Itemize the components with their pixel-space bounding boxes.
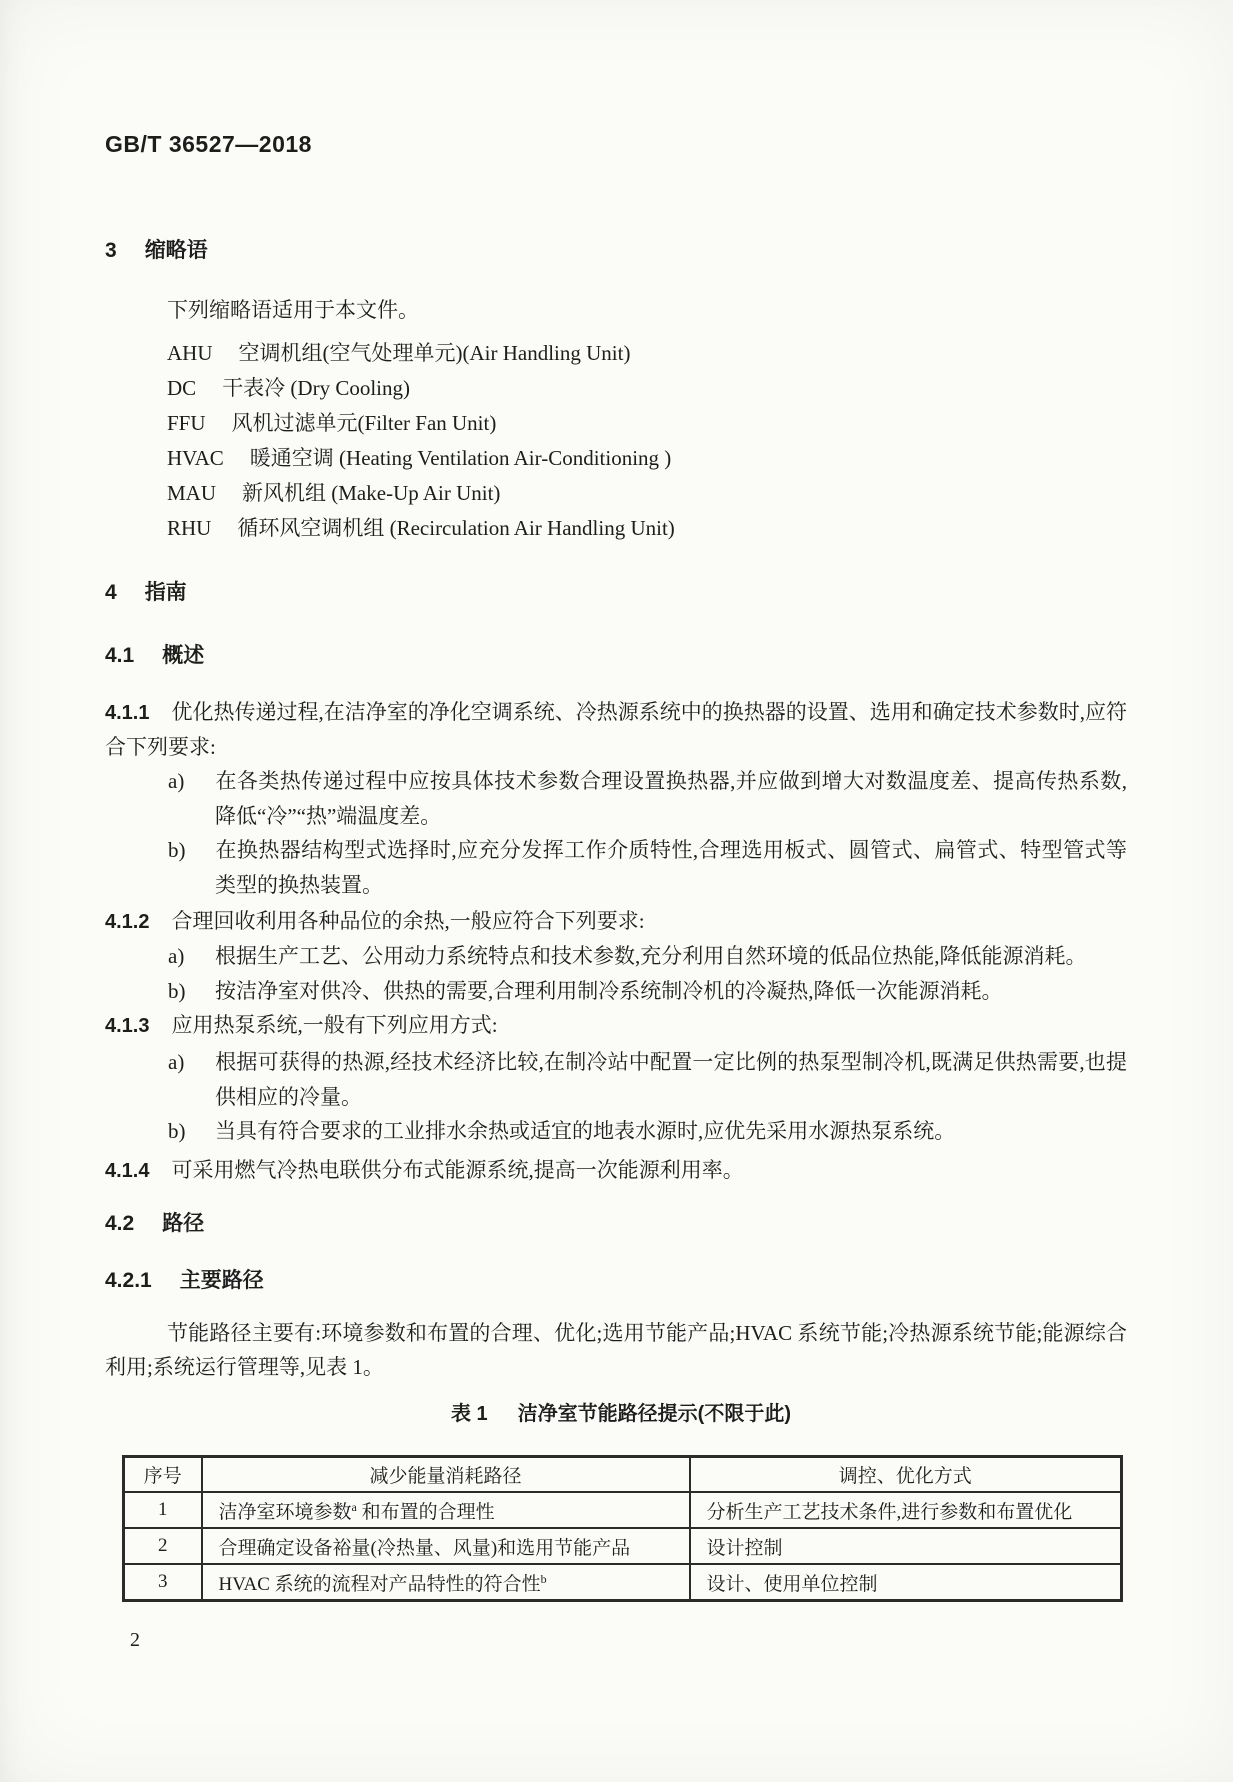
row-path-rest: 和布置的合理性: [356, 1501, 495, 1523]
abbreviation-item: [105, 371, 1127, 406]
standard-number: GB/T 36527—2018: [105, 131, 312, 157]
table-row: [124, 1492, 1122, 1528]
list-item-b: [105, 1114, 1127, 1149]
row-path: [202, 1528, 690, 1564]
clause-4-1-2-list: [105, 939, 1127, 1008]
clause-4-1-1: [105, 695, 1127, 764]
table1-caption: [122, 1397, 1120, 1431]
abbr-term: RHU: [167, 516, 212, 540]
clause-text: 可采用燃气冷热电联供分布式能源系统,提高一次能源利用率。: [171, 1158, 744, 1182]
section4-2-heading: [105, 1209, 1127, 1239]
row-method: 设计、使用单位控制: [690, 1564, 1122, 1601]
table1-caption-label: 表 1: [450, 1403, 488, 1425]
list-item-text: 当具有符合要求的工业排水余热或适宜的地表水源时,应优先采用水源热泵系统。: [215, 1119, 956, 1143]
list-item-text: 按洁净室对供冷、供热的需要,合理利用制冷系统制冷机的冷凝热,降低一次能源消耗。: [215, 978, 1003, 1003]
section3-number: 3: [105, 239, 117, 262]
abbr-definition: 暖通空调 (Heating Ventilation Air-Conditioning ): [249, 446, 672, 470]
clause-number: 4.1.1: [105, 702, 150, 724]
row-path-text: 合理确定设备裕量(冷热量、风量)和选用节能产品: [218, 1537, 631, 1559]
abbr-term: HVAC: [167, 446, 224, 470]
list-item-label: a): [168, 769, 185, 793]
row-path-text: HVAC 系统的流程对产品特性的符合性: [218, 1573, 541, 1595]
clause-text: 优化热传递过程,在洁净室的净化空调系统、冷热源系统中的换热器的设置、选用和确定技术参数时,应符合下列要求:: [105, 700, 1127, 759]
abbr-term: DC: [167, 376, 197, 400]
list-item-label: b): [168, 838, 186, 862]
table1: [122, 1455, 1123, 1602]
row-path-text: 洁净室环境参数: [218, 1501, 352, 1523]
clause-number: 4.1.2: [105, 911, 150, 933]
clause-4-1-4: [105, 1153, 1127, 1188]
row-number: 3: [124, 1564, 202, 1601]
abbreviation-item: [105, 476, 1127, 511]
table1-col-header-no: 序号: [124, 1457, 202, 1493]
row-number: 1: [124, 1492, 202, 1528]
abbr-definition: 空调机组(空气处理单元)(Air Handling Unit): [238, 341, 631, 365]
row-path: [202, 1492, 690, 1528]
row-number: 2: [124, 1528, 202, 1564]
section4-2-1-number: 4.2.1: [105, 1269, 152, 1292]
section4-2-1-title: 主要路径: [179, 1269, 264, 1292]
table1-header-row: [124, 1457, 1122, 1493]
list-item-text: 在换热器结构型式选择时,应充分发挥工作介质特性,合理选用板式、圆管式、扁管式、特型管式等类型的换热装置。: [215, 838, 1127, 897]
row-path: [202, 1564, 690, 1601]
clause-number: 4.1.3: [105, 1015, 150, 1037]
clause-number: 4.1.4: [105, 1160, 150, 1182]
section4-1-title: 概述: [162, 644, 205, 667]
list-item-a: [105, 939, 1127, 974]
list-item-label: a): [168, 1050, 185, 1074]
footnote-mark: a: [351, 1499, 357, 1514]
table1-col-header-method: 调控、优化方式: [690, 1457, 1122, 1493]
clause-4-1-1-list: [105, 764, 1127, 902]
abbr-definition: 风机过滤单元(Filter Fan Unit): [231, 411, 497, 435]
table1-col-header-path: 减少能量消耗路径: [202, 1457, 690, 1493]
list-item-text: 根据可获得的热源,经技术经济比较,在制冷站中配置一定比例的热泵型制冷机,既满足供热需要,也提供相应的冷量。: [215, 1050, 1127, 1109]
abbreviation-item: [105, 441, 1127, 476]
abbr-term: MAU: [167, 481, 217, 505]
list-item-label: b): [168, 1119, 186, 1143]
clause-4-1-3: [105, 1008, 1127, 1043]
list-item-b: [105, 974, 1127, 1009]
section4-1-heading: [105, 641, 1127, 671]
section3-title: 缩略语: [144, 239, 208, 262]
list-item-a: [105, 764, 1127, 833]
abbreviation-list: [105, 336, 1127, 546]
clause-4-1-2: [105, 904, 1127, 939]
section4-2-number: 4.2: [105, 1212, 135, 1235]
footnote-mark: b: [540, 1571, 547, 1586]
list-item-b: [105, 833, 1127, 902]
section3-intro: 下列缩略语适用于本文件。: [167, 298, 419, 322]
section4-1-number: 4.1: [105, 644, 135, 667]
page-number: 2: [130, 1629, 140, 1651]
section4-title: 指南: [144, 581, 187, 604]
abbreviation-item: [105, 406, 1127, 441]
list-item-a: [105, 1045, 1127, 1114]
table-row: [124, 1528, 1122, 1564]
abbr-definition: 干表冷 (Dry Cooling): [222, 376, 411, 400]
clause-text: 合理回收利用各种品位的余热,一般应符合下列要求:: [171, 909, 645, 933]
abbr-term: AHU: [167, 341, 213, 365]
section3-heading: [105, 236, 1127, 266]
abbr-term: FFU: [167, 411, 206, 435]
clause-4-1-3-list: [105, 1045, 1127, 1149]
list-item-text: 在各类热传递过程中应按具体技术参数合理设置换热器,并应做到增大对数温度差、提高传热系数,降低“冷”“热”端温度差。: [215, 769, 1127, 828]
list-item-text: 根据生产工艺、公用动力系统特点和技术参数,充分利用自然环境的低品位热能,降低能源消耗。: [215, 944, 1087, 968]
section4-number: 4: [105, 581, 117, 604]
clause-text: 应用热泵系统,一般有下列应用方式:: [171, 1013, 498, 1037]
abbreviation-item: [105, 336, 1127, 371]
list-item-label: b): [168, 978, 186, 1003]
abbr-definition: 新风机组 (Make-Up Air Unit): [242, 481, 501, 505]
row-method: 设计控制: [690, 1528, 1122, 1564]
abbr-definition: 循环风空调机组 (Recirculation Air Handling Unit): [237, 516, 675, 540]
paragraph-4-2-1: 节能路径主要有:环境参数和布置的合理、优化;选用节能产品;HVAC 系统节能;冷热源系统节能;能源综合利用;系统运行管理等,见表 1。: [105, 1321, 1127, 1379]
table1-caption-text: 洁净室节能路径提示(不限于此): [517, 1403, 791, 1425]
list-item-label: a): [168, 944, 185, 968]
table-row: [124, 1564, 1122, 1601]
abbreviation-item: [105, 511, 1127, 546]
section4-heading: [105, 578, 1127, 608]
section4-2-1-heading: [105, 1266, 1127, 1296]
section4-2-title: 路径: [162, 1212, 205, 1235]
page-content: [105, 0, 1127, 1782]
row-method: 分析生产工艺技术条件,进行参数和布置优化: [690, 1492, 1122, 1528]
